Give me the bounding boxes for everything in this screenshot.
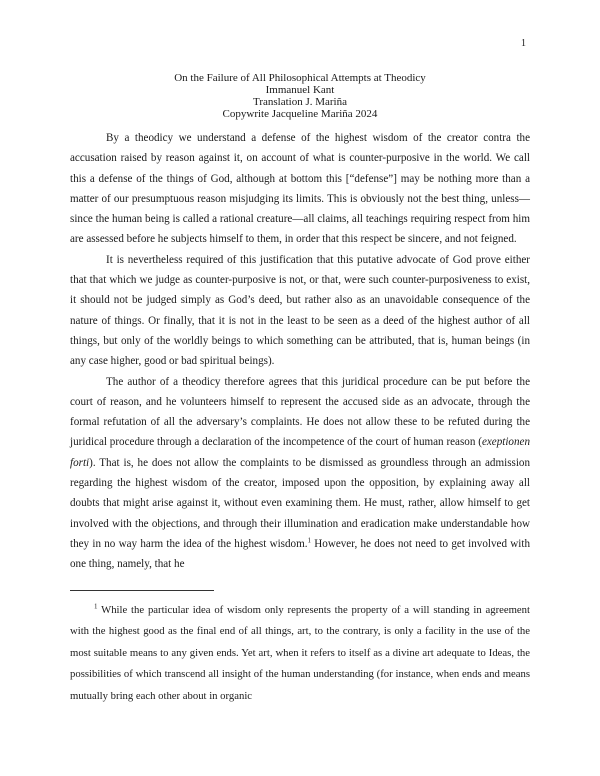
body-text — [70, 128, 530, 575]
page-number: 1 — [521, 38, 526, 49]
paragraph-3-text-c: However, he does not need to get involved with one thing, namely, that he — [70, 537, 530, 571]
footnote-marker: 1 — [94, 602, 98, 611]
paragraph-1: By a theodicy we understand a defense of the highest wisdom of the creator contra the accusation raised by reason against it, on account of what is counter-purposive in the world. We call this a defense of the things of God, although at bottom this [“defense”] may be nothing more than a matter of our presumptuous reason misjudging its limits. This is obviously not the best thing, unless—since the human being is called a rational creature—all claims, all teachings requiring respect from him are assessed before he subjects himself to them, in order that this respect be sincere, and not feigned. — [70, 132, 530, 246]
paragraph-3-text-b: ). That is, he does not allow the complaints to be dismissed as groundless through an admission regarding the highest wisdom of the creator, imposed upon the opposition, by explaining away all doubts that might arise against it, without even examining them. He must, rather, allow himself to get involved with the objections, and through their illumination and eradication make understandable how they in no way harm the idea of the highest wisdom. — [70, 456, 530, 550]
footnote-text: While the particular idea of wisdom only represents the property of a will standing in agreement with the highest good as the final end of all things, art, to the contrary, is only a facility in the use of the most suitable means to any given ends. Yet art, when it refers to itself as a divine art adequate to Ideas, the possibilities of which transcend all insight of the human understanding (for instance, when ends and means mutually bring each other about in organic — [70, 604, 530, 702]
title-block — [0, 72, 600, 120]
latin-term: exeptionen forti — [70, 436, 530, 469]
author-name: Immanuel Kant — [265, 84, 335, 96]
footnote-reference[interactable]: 1 — [307, 536, 311, 545]
copyright-line: Copywrite Jacqueline Mariña 2024 — [222, 108, 378, 120]
footnote-divider — [70, 590, 214, 591]
paragraph-3 — [70, 372, 530, 575]
translation-credit: Translation J. Mariña — [252, 96, 347, 108]
document-title: On the Failure of All Philosophical Attempts at Theodicy — [174, 72, 426, 84]
paragraph-2: It is nevertheless required of this justification that this putative advocate of God prove either that that which we judge as counter-purposive is not, or that, were such counter-purposiveness to exist, it should not be judged simply as God’s deed, but rather also as an unavoidable consequence of the nature of things. Or finally, that it is not in the least to be seen as a deed of the highest author of all things, but only of the worldly beings to which something can be attributed, that is, human beings (in any case higher, good or bad spiritual beings). — [70, 253, 530, 368]
footnote — [70, 600, 530, 707]
paragraph-3-text-a: The author of a theodicy therefore agrees that this juridical procedure can be put before the court of reason, and he volunteers himself to represent the accused side as an advocate, through the formal refutation of all the adversary’s complaints. He does not allow these to be refuted during the juridical procedure through a declaration of the incompetence of the court of human reason ( — [70, 375, 530, 449]
footnote-1 — [70, 600, 530, 707]
